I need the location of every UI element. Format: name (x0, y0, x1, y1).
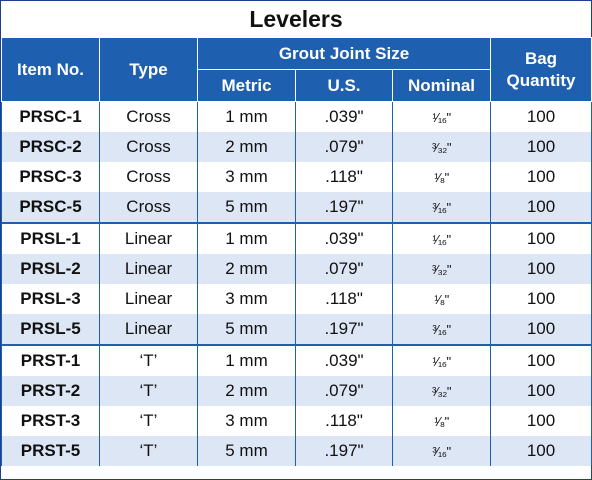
cell-us: .197" (296, 314, 393, 345)
cell-item-no: PRST-2 (2, 376, 100, 406)
table-row (2, 192, 592, 223)
cell-nominal: ¹⁄₁₆" (393, 345, 491, 376)
cell-bag-quantity: 100 (491, 132, 592, 162)
cell-us: .197" (296, 436, 393, 466)
table-row (2, 406, 592, 436)
table-row (2, 102, 592, 133)
table-row (2, 284, 592, 314)
cell-bag-quantity: 100 (491, 436, 592, 466)
cell-metric: 5 mm (198, 192, 296, 223)
cell-bag-quantity: 100 (491, 345, 592, 376)
cell-bag-quantity: 100 (491, 406, 592, 436)
cell-item-no: PRSL-3 (2, 284, 100, 314)
cell-metric: 1 mm (198, 102, 296, 133)
cell-us: .118" (296, 284, 393, 314)
cell-metric: 1 mm (198, 223, 296, 254)
header-us: U.S. (296, 70, 393, 102)
cell-nominal: ³⁄₃₂" (393, 132, 491, 162)
cell-nominal: ¹⁄₈" (393, 406, 491, 436)
header-nominal: Nominal (393, 70, 491, 102)
cell-us: .118" (296, 406, 393, 436)
cell-bag-quantity: 100 (491, 284, 592, 314)
cell-nominal: ¹⁄₁₆" (393, 223, 491, 254)
cell-item-no: PRSL-1 (2, 223, 100, 254)
cell-us: .039" (296, 223, 393, 254)
cell-nominal: ³⁄₁₆" (393, 192, 491, 223)
header-item-no: Item No. (2, 38, 100, 102)
cell-type: ‘T’ (100, 376, 198, 406)
table-body (2, 102, 592, 467)
cell-metric: 1 mm (198, 345, 296, 376)
cell-metric: 5 mm (198, 436, 296, 466)
cell-us: .039" (296, 102, 393, 133)
table-row (2, 132, 592, 162)
cell-metric: 2 mm (198, 376, 296, 406)
cell-nominal: ³⁄₃₂" (393, 376, 491, 406)
cell-us: .079" (296, 254, 393, 284)
cell-us: .197" (296, 192, 393, 223)
table-row (2, 162, 592, 192)
cell-item-no: PRST-1 (2, 345, 100, 376)
cell-type: ‘T’ (100, 436, 198, 466)
cell-us: .118" (296, 162, 393, 192)
table-row (2, 314, 592, 345)
cell-bag-quantity: 100 (491, 254, 592, 284)
cell-metric: 2 mm (198, 254, 296, 284)
cell-item-no: PRSC-3 (2, 162, 100, 192)
cell-type: Cross (100, 162, 198, 192)
cell-nominal: ¹⁄₈" (393, 284, 491, 314)
cell-type: ‘T’ (100, 406, 198, 436)
cell-metric: 5 mm (198, 314, 296, 345)
header-metric: Metric (198, 70, 296, 102)
cell-bag-quantity: 100 (491, 376, 592, 406)
cell-item-no: PRSL-2 (2, 254, 100, 284)
cell-nominal: ³⁄₁₆" (393, 314, 491, 345)
header-bag-quantity-line2: Quantity (506, 70, 576, 90)
cell-item-no: PRST-3 (2, 406, 100, 436)
table-row (2, 223, 592, 254)
header-type: Type (100, 38, 198, 102)
cell-metric: 3 mm (198, 284, 296, 314)
cell-bag-quantity: 100 (491, 192, 592, 223)
cell-nominal: ³⁄₃₂" (393, 254, 491, 284)
cell-nominal: ¹⁄₁₆" (393, 102, 491, 133)
cell-us: .079" (296, 376, 393, 406)
cell-metric: 2 mm (198, 132, 296, 162)
cell-type: ‘T’ (100, 345, 198, 376)
cell-type: Linear (100, 223, 198, 254)
table-row (2, 254, 592, 284)
header-bag-quantity-line1: Bag (524, 48, 558, 68)
table-row (2, 376, 592, 406)
cell-bag-quantity: 100 (491, 162, 592, 192)
cell-item-no: PRSC-5 (2, 192, 100, 223)
cell-bag-quantity: 100 (491, 102, 592, 133)
header-bag-quantity (491, 38, 592, 102)
levelers-table (1, 37, 592, 466)
table-title: Levelers (249, 6, 343, 32)
cell-metric: 3 mm (198, 406, 296, 436)
cell-metric: 3 mm (198, 162, 296, 192)
cell-type: Linear (100, 254, 198, 284)
cell-bag-quantity: 100 (491, 314, 592, 345)
cell-nominal: ³⁄₁₆" (393, 436, 491, 466)
cell-type: Linear (100, 284, 198, 314)
cell-nominal: ¹⁄₈" (393, 162, 491, 192)
cell-type: Linear (100, 314, 198, 345)
cell-item-no: PRST-5 (2, 436, 100, 466)
cell-type: Cross (100, 102, 198, 133)
cell-item-no: PRSC-1 (2, 102, 100, 133)
table-row (2, 345, 592, 376)
table-row (2, 436, 592, 466)
cell-item-no: PRSC-2 (2, 132, 100, 162)
cell-type: Cross (100, 192, 198, 223)
cell-item-no: PRSL-5 (2, 314, 100, 345)
header-grout-joint-size: Grout Joint Size (198, 38, 491, 70)
cell-us: .039" (296, 345, 393, 376)
cell-bag-quantity: 100 (491, 223, 592, 254)
cell-us: .079" (296, 132, 393, 162)
cell-type: Cross (100, 132, 198, 162)
